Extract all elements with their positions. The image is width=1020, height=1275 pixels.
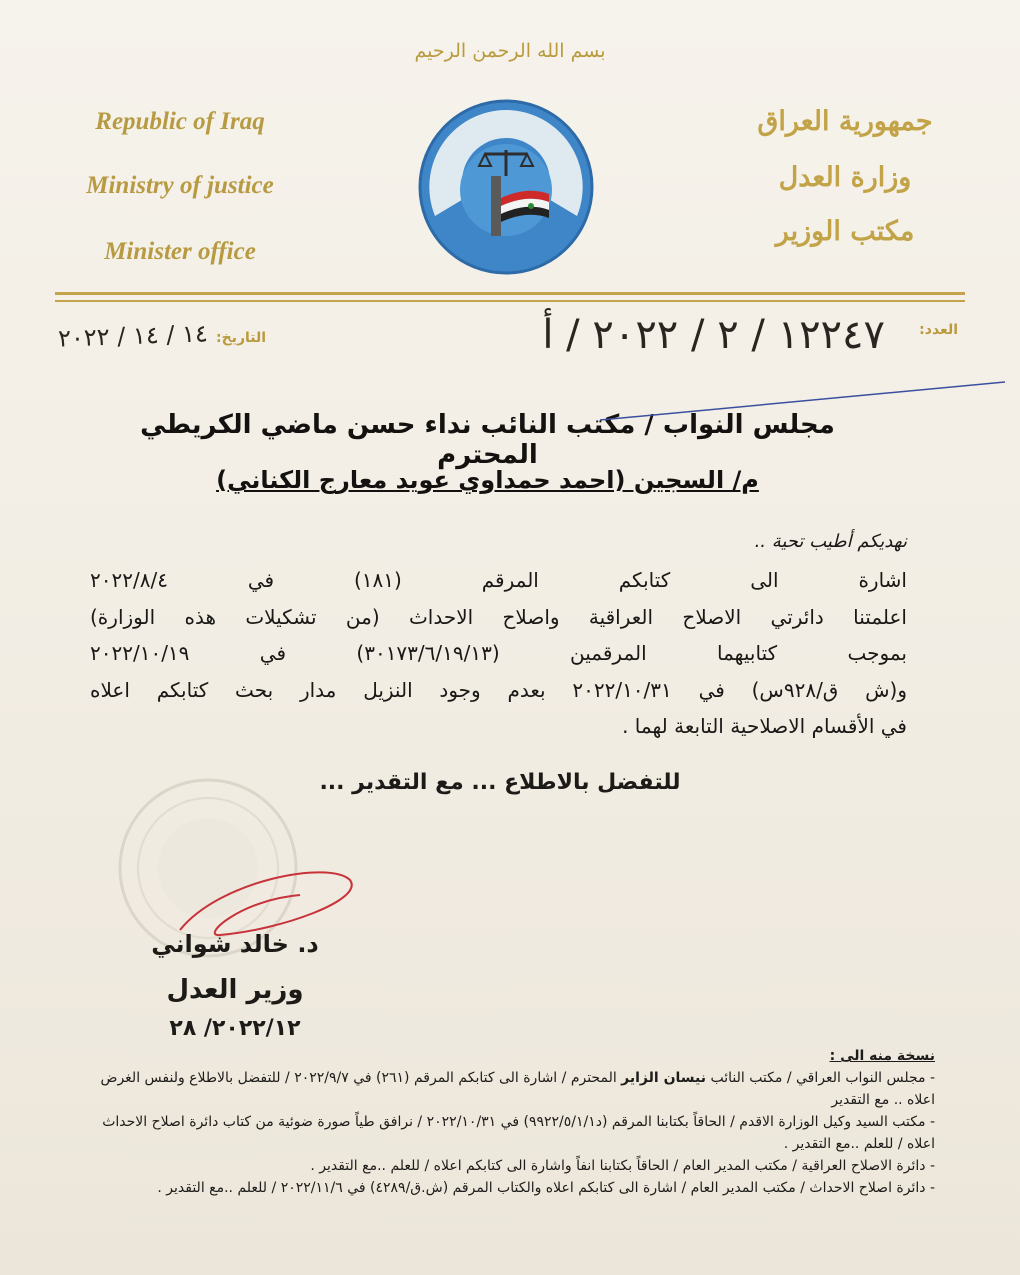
header-ar-republic: جمهورية العراق (757, 106, 933, 137)
copy-item (70, 1111, 935, 1155)
subject-line: م/ السجين (احمد حمداوي عويد معارج الكناني) (216, 466, 759, 494)
copy-item-text: - مجلس النواب العراقي / مكتب النائب (706, 1070, 935, 1086)
reference-number-value: ١٢٢٤٧ / ٢ / ٢٠٢٢ / أ (542, 312, 885, 358)
body-line: و(ش ق/٩٢٨س) في ٢٠٢٢/١٠/٣١ بعدم وجود النزيل مدار بحث كتابكم اعلاه (90, 677, 907, 702)
copy-item-text: المحترم / اشارة الى كتابكم المرقم (٢٦١) في ٢٠٢٢/٩/٧ / للتفضل بالاطلاع ولنفس الغرض اعلاه .. مع التقدير (100, 1070, 935, 1108)
reference-date-label: التاريخ: (216, 330, 267, 346)
copy-item (70, 1155, 935, 1177)
header-en-office: Minister office (104, 238, 256, 265)
copy-item-bold: نيسان الزاير (621, 1070, 706, 1086)
copy-item (70, 1177, 935, 1199)
header-en-republic: Republic of Iraq (95, 108, 265, 135)
greeting: نهديكم أطيب تحية .. (754, 531, 907, 552)
copy-item-text: - مكتب السيد وكيل الوزارة الاقدم / الحاقاً بكتابنا المرقم (د٩٩٢٢/٥/١/١) في ٢٠٢٢/١٠/٣١ / نرافق طياً صورة ضوئية من كتاب دائرة اصلاح الاحداث اعلاه / للعلم ..مع التقدير . (102, 1114, 935, 1152)
reference-date-value: ١٤ / ١٤ / ٢٠٢٢ (57, 319, 209, 353)
copies-section (70, 1045, 935, 1199)
copy-item-text: - دائرة اصلاح الاحداث / مكتب المدير العام / اشارة الى كتابكم اعلاه والكتاب المرقم (ش.ق/٤٢٨٩) في ٢٠٢٢/١١/٦ / للعلم ..مع التقدير . (157, 1180, 935, 1196)
signature-date: ٢٠٢٢/١٢/ ٢٨ (169, 1016, 301, 1041)
addressee-line: مجلس النواب / مكتب النائب نداء حسن ماضي الكريطي المحترم (140, 410, 835, 470)
closing-line: للتفضل بالاطلاع ... مع التقدير ... (319, 770, 681, 795)
header-ar-ministry: وزارة العدل (778, 162, 912, 193)
body-line: اعلمتنا دائرتي الاصلاح العراقية واصلاح الاحداث (من تشكيلات هذه الوزارة) (90, 604, 907, 629)
reference-number-label: العدد: (919, 322, 958, 338)
body-line: في الأقسام الاصلاحية التابعة لهما . (622, 714, 907, 738)
copy-item-text: - دائرة الاصلاح العراقية / مكتب المدير العام / الحاقاً بكتابنا انفاً واشارة الى كتابكم اعلاه / للعلم ..مع التقدير . (310, 1158, 935, 1174)
basmala: بسم الله الرحمن الرحيم (414, 40, 606, 62)
header-en-ministry: Ministry of justice (86, 172, 274, 199)
body-line: بموجب كتابيهما المرقمين (٣٠١٧٣/٦/١٩/١٣) في ٢٠٢٢/١٠/١٩ (90, 641, 907, 665)
signatory-title: وزير العدل (166, 975, 304, 1005)
header-ar-office: مكتب الوزير (775, 216, 915, 247)
copy-item (70, 1067, 935, 1111)
copies-header: نسخة منه الى : (829, 1048, 935, 1064)
body-line: اشارة الى كتابكم المرقم (١٨١) في ٢٠٢٢/٨/٤ (90, 568, 907, 592)
signatory-name: د. خالد شواني (151, 930, 319, 958)
